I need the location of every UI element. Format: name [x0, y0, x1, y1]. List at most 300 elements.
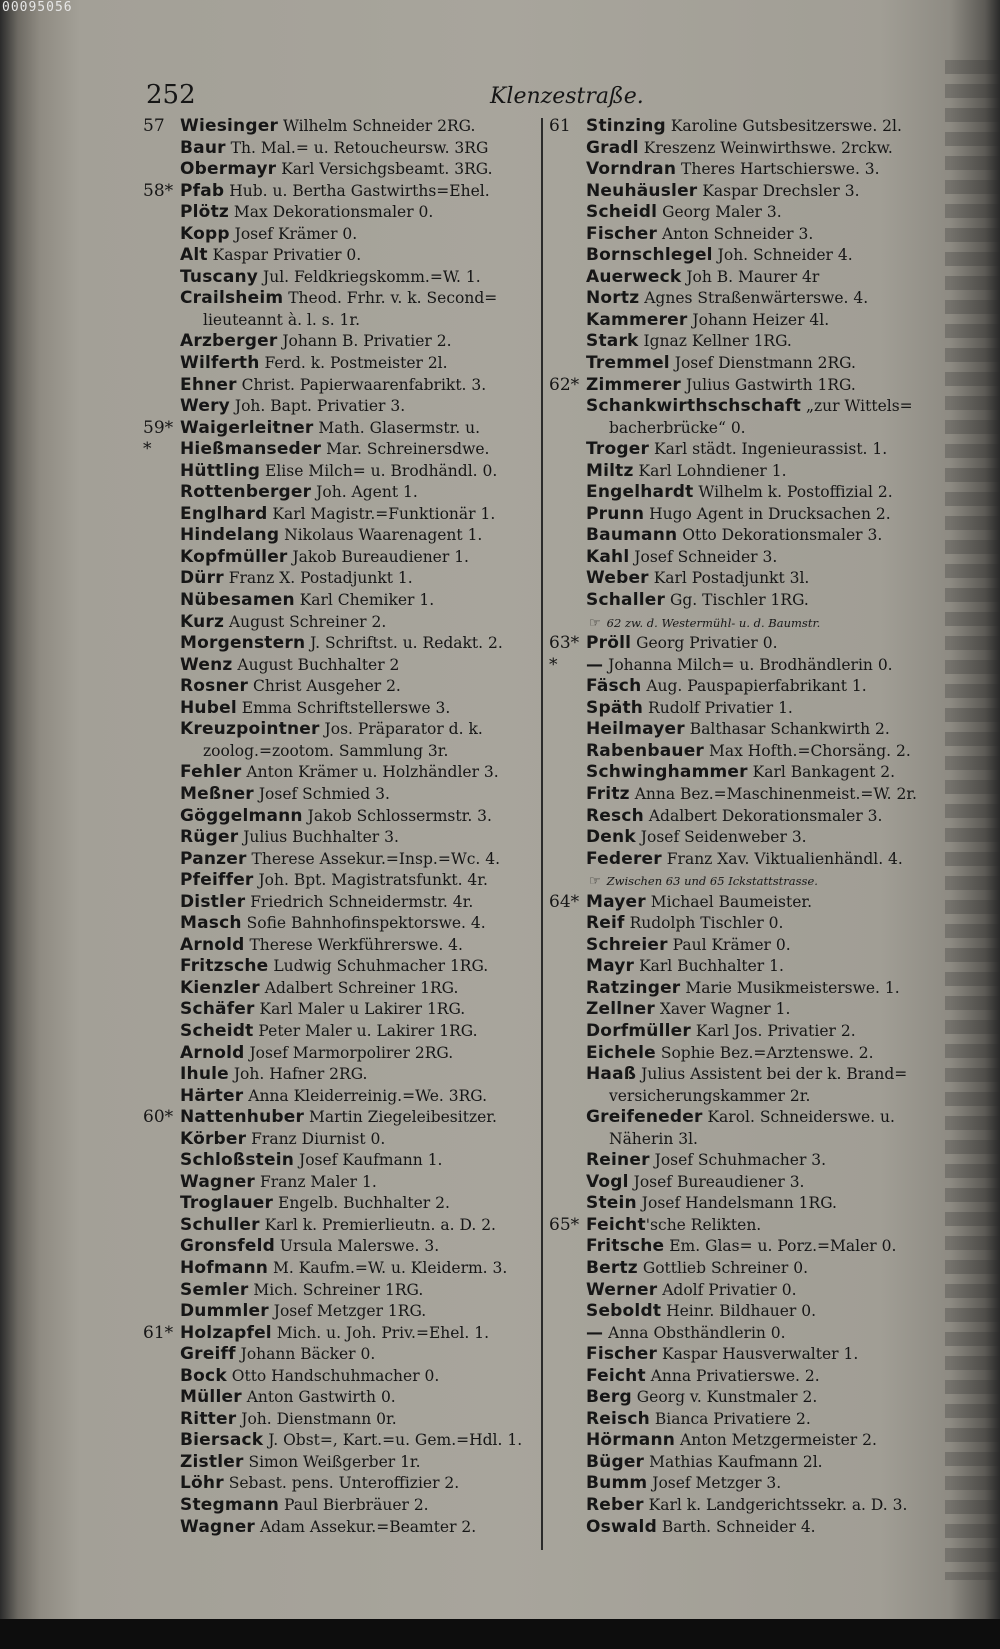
- resident-details: Ignaz Kellner 1RG.: [638, 332, 792, 351]
- resident-details: Josef Dienstmann 2RG.: [669, 354, 856, 373]
- resident-surname: —: [586, 1322, 604, 1343]
- entry-text: [586, 633, 944, 655]
- resident-details: Karl Maler u Lakirer 1RG.: [254, 1000, 466, 1019]
- resident-details: Michael Baumeister.: [645, 892, 813, 911]
- directory-entry: [143, 245, 535, 267]
- resident-details: Adalbert Schreiner 1RG.: [259, 978, 459, 997]
- directory-entry: [549, 1517, 944, 1539]
- resident-details: Elise Milch= u. Brodhändl. 0.: [260, 461, 498, 480]
- resident-details: Max Dekorationsmaler 0.: [229, 203, 434, 222]
- directory-entry: [143, 892, 535, 914]
- entry-text: [180, 288, 535, 310]
- entry-text: [180, 1452, 535, 1474]
- entry-text: [586, 267, 944, 289]
- resident-details: Josef Krämer 0.: [229, 224, 358, 243]
- resident-details: Christ Ausgeher 2.: [248, 677, 401, 696]
- directory-entry: [549, 1387, 944, 1409]
- resident-details: Sebast. pens. Unteroffizier 2.: [223, 1474, 460, 1493]
- entry-text: [180, 1495, 535, 1517]
- resident-details: Kaspar Drechsler 3.: [697, 181, 860, 200]
- resident-surname: Panzer: [180, 848, 247, 869]
- scan-id: 00095056: [2, 0, 73, 15]
- entry-text: [586, 1258, 944, 1280]
- directory-entry: [143, 762, 535, 784]
- resident-surname: Fritzsche: [180, 956, 269, 977]
- directory-entry: [549, 310, 944, 332]
- directory-entry: [143, 181, 535, 203]
- resident-details: Anna Bez.=Maschinenmeist.=W. 2r.: [629, 784, 917, 803]
- directory-entry: [143, 719, 535, 741]
- directory-entry: [549, 1430, 944, 1452]
- entry-text: [586, 181, 944, 203]
- directory-entry: [549, 1473, 944, 1495]
- resident-details: Joh. Agent 1.: [311, 483, 418, 502]
- resident-details: Gottlieb Schreiner 0.: [637, 1258, 809, 1277]
- resident-details: J. Schriftst. u. Redakt. 2.: [305, 634, 503, 653]
- entry-text: [180, 116, 535, 138]
- resident-surname: Reber: [586, 1495, 644, 1515]
- directory-entry: [143, 331, 535, 353]
- resident-surname: Semler: [180, 1279, 249, 1300]
- entry-text: [586, 1344, 944, 1366]
- entry-text: [586, 1517, 944, 1539]
- entry-text: [180, 439, 535, 461]
- entry-text: [586, 762, 944, 784]
- directory-entry: [143, 655, 535, 677]
- entry-text: [586, 849, 944, 871]
- house-number: 62*: [549, 374, 580, 395]
- resident-details: Josef Handelsmann 1RG.: [636, 1194, 837, 1213]
- entry-text: [180, 1236, 535, 1258]
- directory-entry: [143, 698, 535, 720]
- directory-entry: [143, 267, 535, 289]
- directory-entry: [143, 935, 535, 957]
- resident-details: Anton Schneider 3.: [657, 224, 814, 243]
- resident-surname: Obermayr: [180, 159, 277, 180]
- entry-text: [586, 396, 944, 418]
- resident-details: Josef Bureaudiener 3.: [628, 1172, 805, 1191]
- directory-entry: [143, 1366, 535, 1388]
- entry-text: [180, 1409, 535, 1431]
- entry-text: [180, 1323, 535, 1345]
- resident-surname: Reisch: [586, 1408, 650, 1429]
- entry-text: [180, 590, 535, 612]
- resident-surname: Weber: [586, 568, 649, 589]
- resident-details: Rudolf Privatier 1.: [643, 698, 793, 717]
- entry-text: [586, 1107, 944, 1129]
- directory-entry: [143, 913, 535, 935]
- directory-entry: [549, 461, 944, 483]
- resident-details: M. Kaufm.=W. u. Kleiderm. 3.: [268, 1258, 508, 1277]
- resident-details: 62 zw. d. Westermühl- u. d. Baumstr.: [606, 615, 821, 630]
- directory-entry: [549, 999, 944, 1021]
- directory-entry: [549, 353, 944, 375]
- resident-surname: Berg: [586, 1387, 632, 1408]
- entry-text: [203, 741, 535, 763]
- resident-surname: Pfeiffer: [180, 870, 254, 891]
- house-number: 58*: [143, 180, 174, 201]
- resident-details: August Buchhalter 2: [232, 655, 400, 674]
- resident-surname: Reif: [586, 913, 625, 934]
- directory-entry: [143, 1236, 535, 1258]
- entry-text: [180, 1301, 535, 1323]
- entry-text: [586, 1193, 944, 1215]
- directory-entry: [549, 1129, 944, 1151]
- directory-entry: [143, 525, 535, 547]
- resident-surname: Zistler: [180, 1451, 244, 1472]
- resident-surname: Ihule: [180, 1064, 229, 1085]
- resident-details: Franz Diurnist 0.: [246, 1129, 386, 1148]
- resident-surname: Holzapfel: [180, 1322, 272, 1343]
- directory-entry: [143, 1495, 535, 1517]
- resident-surname: Hindelang: [180, 525, 280, 546]
- entry-text: [586, 116, 944, 138]
- resident-details: Karol. Schneiderswe. u.: [702, 1108, 895, 1127]
- resident-details: Näherin 3l.: [609, 1129, 698, 1148]
- resident-details: Karl städt. Ingenieurassist. 1.: [649, 440, 888, 459]
- directory-entry: [143, 1129, 535, 1151]
- entry-text: [180, 245, 535, 267]
- entry-text: [180, 1064, 535, 1086]
- entry-text: [180, 202, 535, 224]
- directory-entry: [143, 1193, 535, 1215]
- resident-details: Josef Marmorpolirer 2RG.: [244, 1043, 454, 1062]
- resident-surname: Schloßstein: [180, 1150, 295, 1171]
- house-number: 59*: [143, 417, 174, 438]
- directory-entry: [143, 676, 535, 698]
- resident-surname: Greiff: [180, 1344, 236, 1365]
- entry-text: [589, 870, 944, 892]
- entry-text: [180, 1172, 535, 1194]
- resident-details: Franz Xav. Viktualienhändl. 4.: [661, 849, 903, 868]
- entry-text: [180, 418, 535, 440]
- entry-text: [180, 1107, 535, 1129]
- resident-surname: Seboldt: [586, 1301, 662, 1322]
- directory-entry: [549, 698, 944, 720]
- entry-text: [180, 827, 535, 849]
- resident-surname: Kopp: [180, 223, 230, 244]
- resident-details: Georg v. Kunstmaler 2.: [631, 1388, 818, 1407]
- resident-details: Max Hofth.=Chorsäng. 2.: [704, 741, 911, 760]
- resident-surname: Kienzler: [180, 977, 260, 998]
- directory-entry: [143, 612, 535, 634]
- directory-entry: [549, 568, 944, 590]
- resident-details: Karl Jos. Privatier 2.: [690, 1021, 856, 1040]
- resident-surname: Wilferth: [180, 353, 260, 374]
- resident-surname: Hüttling: [180, 460, 261, 481]
- entry-text: [586, 288, 944, 310]
- directory-entry: [549, 1193, 944, 1215]
- resident-details: Peter Maler u. Lakirer 1RG.: [253, 1021, 478, 1040]
- resident-surname: Feicht: [586, 1214, 646, 1235]
- resident-surname: Kreuzpointner: [180, 719, 320, 740]
- entry-text: [609, 1129, 944, 1151]
- resident-details: Sofie Bahnhofinspektorswe. 4.: [241, 914, 486, 933]
- entry-text: [180, 331, 535, 353]
- entry-text: [180, 504, 535, 526]
- resident-details: Johann Heizer 4l.: [687, 310, 830, 329]
- directory-entry: [143, 870, 535, 892]
- resident-details: Anton Metzgermeister 2.: [675, 1431, 877, 1450]
- resident-details: zoolog.=zootom. Sammlung 3r.: [203, 741, 449, 760]
- resident-details: Joh. Bpt. Magistratsfunkt. 4r.: [253, 871, 488, 890]
- directory-entry: [143, 741, 535, 763]
- resident-details: Josef Schuhmacher 3.: [649, 1151, 827, 1170]
- entry-text: [586, 698, 944, 720]
- entry-text: [180, 870, 535, 892]
- directory-entry: [549, 633, 944, 655]
- entry-text: [586, 310, 944, 332]
- directory-entry: [143, 806, 535, 828]
- directory-entry: [143, 849, 535, 871]
- directory-entry: [143, 1064, 535, 1086]
- entry-text: [180, 181, 535, 203]
- entry-text: [180, 568, 535, 590]
- resident-surname: Feicht: [586, 1365, 646, 1386]
- resident-surname: Bornschlegel: [586, 245, 713, 266]
- resident-details: Kaspar Privatier 0.: [207, 246, 362, 265]
- resident-details: Zwischen 63 und 65 Ickstattstrasse.: [606, 874, 818, 889]
- resident-details: Therese Assekur.=Insp.=Wc. 4.: [246, 849, 501, 868]
- resident-details: Josef Schmied 3.: [253, 784, 390, 803]
- directory-entry: [143, 138, 535, 160]
- directory-entry: [549, 913, 944, 935]
- directory-entry: [549, 1172, 944, 1194]
- entry-text: [609, 418, 944, 440]
- directory-entry: [549, 741, 944, 763]
- resident-details: bacherbrücke“ 0.: [609, 418, 746, 437]
- resident-details: Gg. Tischler 1RG.: [665, 591, 809, 610]
- resident-details: Anna Obsthändlerin 0.: [603, 1323, 786, 1342]
- entry-text: [180, 676, 535, 698]
- resident-details: Karl Postadjunkt 3l.: [648, 569, 810, 588]
- resident-surname: Tremmel: [586, 353, 670, 374]
- entry-text: [586, 1064, 944, 1086]
- resident-surname: Distler: [180, 891, 246, 912]
- resident-surname: Dürr: [180, 568, 224, 589]
- resident-details: Mathias Kaufmann 2l.: [644, 1452, 823, 1471]
- entry-text: [180, 1043, 535, 1065]
- resident-surname: Werner: [586, 1279, 658, 1300]
- entry-text: [586, 978, 944, 1000]
- left-column: [143, 116, 535, 1538]
- resident-surname: Stark: [586, 331, 639, 352]
- directory-entry: [143, 956, 535, 978]
- resident-surname: Stinzing: [586, 116, 666, 136]
- resident-surname: Resch: [586, 805, 644, 826]
- entry-text: [586, 224, 944, 246]
- entry-text: [586, 806, 944, 828]
- directory-entry: [143, 827, 535, 849]
- resident-details: Kaspar Hausverwalter 1.: [657, 1345, 859, 1364]
- resident-surname: Englhard: [180, 503, 268, 524]
- resident-details: Mich. Schreiner 1RG.: [248, 1280, 424, 1299]
- column-divider: [541, 118, 543, 1550]
- resident-surname: Mayr: [586, 956, 635, 977]
- resident-details: Therese Werkführerswe. 4.: [244, 935, 463, 954]
- entry-text: [586, 1430, 944, 1452]
- street-note: [549, 870, 944, 892]
- resident-details: Anna Kleiderreinig.=We. 3RG.: [243, 1086, 488, 1105]
- resident-surname: Stegmann: [180, 1495, 280, 1515]
- resident-surname: Fischer: [586, 223, 658, 244]
- entry-text: [586, 353, 944, 375]
- resident-details: Adalbert Dekorationsmaler 3.: [643, 806, 883, 825]
- entry-text: [180, 375, 535, 397]
- directory-entry: [549, 525, 944, 547]
- entry-text: [180, 525, 535, 547]
- directory-entry: [549, 892, 944, 914]
- house-number: *: [549, 654, 558, 675]
- entry-text: [180, 762, 535, 784]
- resident-details: Karl Buchhalter 1.: [634, 957, 784, 976]
- entry-text: [180, 999, 535, 1021]
- directory-entry: [549, 504, 944, 526]
- directory-entry: [549, 288, 944, 310]
- resident-surname: Tuscany: [180, 266, 259, 287]
- directory-entry: [143, 590, 535, 612]
- resident-details: Ferd. k. Postmeister 2l.: [259, 354, 448, 373]
- resident-surname: Prunn: [586, 503, 645, 524]
- resident-details: Johanna Milch= u. Brodhändlerin 0.: [603, 655, 893, 674]
- resident-surname: Hörmann: [586, 1430, 676, 1451]
- directory-entry: [549, 762, 944, 784]
- directory-entry: [143, 1043, 535, 1065]
- resident-details: Engelb. Buchhalter 2.: [273, 1194, 450, 1213]
- directory-entry: [549, 1301, 944, 1323]
- entry-text: [586, 719, 944, 741]
- directory-entry: [143, 1387, 535, 1409]
- resident-surname: Nortz: [586, 288, 640, 309]
- entry-text: [180, 935, 535, 957]
- directory-entry: [143, 978, 535, 1000]
- resident-details: Jul. Feldkriegskomm.=W. 1.: [258, 267, 481, 286]
- resident-details: Wilhelm k. Postoffizial 2.: [693, 483, 893, 502]
- resident-surname: Troger: [586, 439, 650, 460]
- resident-details: Adam Assekur.=Beamter 2.: [255, 1517, 477, 1536]
- resident-surname: Fäsch: [586, 676, 642, 697]
- resident-details: Theod. Frhr. v. k. Second=: [283, 289, 498, 308]
- entry-text: [586, 1280, 944, 1302]
- resident-details: Mar. Schreinersdwe.: [321, 440, 490, 459]
- resident-details: Franz X. Postadjunkt 1.: [223, 569, 413, 588]
- entry-text: [586, 568, 944, 590]
- resident-details: lieuteannt à. l. s. 1r.: [203, 310, 361, 329]
- directory-entry: [143, 116, 535, 138]
- entry-text: [180, 1366, 535, 1388]
- resident-surname: Büger: [586, 1451, 645, 1472]
- entry-text: [586, 439, 944, 461]
- resident-surname: Oswald: [586, 1516, 657, 1537]
- directory-entry: [549, 1495, 944, 1517]
- resident-details: Kreszenz Weinwirthswe. 2rckw.: [638, 138, 893, 157]
- resident-details: Heinr. Bildhauer 0.: [661, 1302, 817, 1321]
- resident-surname: Wery: [180, 396, 230, 417]
- entry-text: [180, 1473, 535, 1495]
- resident-details: Jos. Präparator d. k.: [319, 720, 483, 739]
- resident-surname: Gradl: [586, 137, 639, 158]
- entry-text: [586, 547, 944, 569]
- resident-details: Otto Handschuhmacher 0.: [226, 1366, 440, 1385]
- directory-entry: [143, 1517, 535, 1539]
- resident-surname: Nübesamen: [180, 590, 295, 611]
- resident-surname: Baumann: [586, 525, 678, 546]
- entry-text: [586, 1043, 944, 1065]
- directory-entry: [549, 1215, 944, 1237]
- resident-surname: Schäfer: [180, 999, 255, 1020]
- directory-entry: [549, 181, 944, 203]
- resident-details: Georg Privatier 0.: [631, 634, 778, 653]
- resident-surname: Pröll: [586, 633, 632, 654]
- directory-entry: [549, 159, 944, 181]
- resident-details: Rudolph Tischler 0.: [624, 914, 784, 933]
- resident-details: Aug. Pauspapierfabrikant 1.: [641, 677, 867, 696]
- resident-surname: Fritz: [586, 783, 630, 804]
- resident-surname: Mayer: [586, 891, 646, 912]
- entry-text: [180, 612, 535, 634]
- entry-text: [180, 1150, 535, 1172]
- resident-surname: Kammerer: [586, 309, 688, 330]
- directory-entry: [549, 978, 944, 1000]
- entry-text: [586, 1409, 944, 1431]
- resident-details: Adolf Privatier 0.: [657, 1280, 797, 1299]
- directory-entry: [143, 1344, 535, 1366]
- resident-details: Anton Gastwirth 0.: [241, 1388, 396, 1407]
- entry-text: [180, 224, 535, 246]
- directory-entry: [143, 310, 535, 332]
- resident-surname: Greifeneder: [586, 1107, 703, 1128]
- resident-details: Joh. Hafner 2RG.: [228, 1065, 368, 1084]
- directory-entry: [143, 375, 535, 397]
- directory-entry: [549, 245, 944, 267]
- directory-entry: [143, 159, 535, 181]
- directory-entry: [143, 1430, 535, 1452]
- resident-details: Jakob Schlossermstr. 3.: [302, 806, 492, 825]
- resident-surname: Wenz: [180, 654, 233, 675]
- entry-text: [180, 1021, 535, 1043]
- directory-entry: [549, 827, 944, 849]
- resident-surname: Rabenbauer: [586, 740, 705, 761]
- entry-text: [586, 935, 944, 957]
- resident-surname: Müller: [180, 1387, 242, 1408]
- directory-entry: [549, 935, 944, 957]
- resident-details: Julius Buchhalter 3.: [238, 828, 399, 847]
- entry-text: [180, 892, 535, 914]
- directory-entry: [143, 1301, 535, 1323]
- resident-details: Jakob Bureaudiener 1.: [287, 547, 469, 566]
- directory-entry: [143, 999, 535, 1021]
- house-number: 64*: [549, 891, 580, 912]
- resident-surname: Pfab: [180, 180, 225, 201]
- resident-surname: Kurz: [180, 611, 225, 632]
- directory-entry: [549, 1452, 944, 1474]
- resident-details: Karl k. Premierlieutn. a. D. 2.: [259, 1215, 496, 1234]
- resident-surname: Scheidl: [586, 202, 658, 223]
- resident-surname: Biersack: [180, 1430, 264, 1451]
- resident-surname: —: [586, 654, 604, 675]
- resident-details: Karl Bankagent 2.: [747, 763, 896, 782]
- directory-entry: [143, 1021, 535, 1043]
- directory-entry: [549, 1043, 944, 1065]
- resident-surname: Stein: [586, 1193, 637, 1214]
- resident-details: Sophie Bez.=Arztenswe. 2.: [655, 1043, 874, 1062]
- resident-details: Paul Krämer 0.: [667, 935, 791, 954]
- resident-surname: Ehner: [180, 374, 237, 395]
- entry-text: [203, 310, 535, 332]
- resident-surname: Waigerleitner: [180, 417, 314, 438]
- resident-details: Th. Mal.= u. Retoucheursw. 3RG: [225, 138, 489, 157]
- entry-text: [586, 1021, 944, 1043]
